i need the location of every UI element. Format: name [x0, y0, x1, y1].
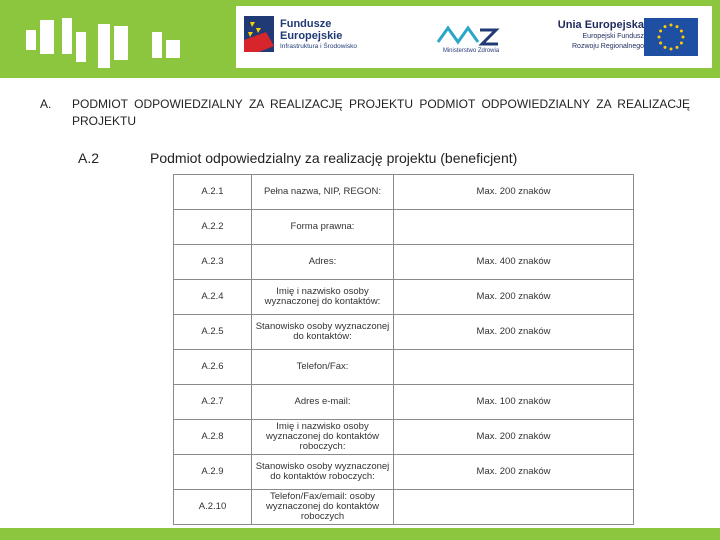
row-code: A.2.6 [174, 350, 252, 385]
ue-line3: Rozwoju Regionalnego [572, 43, 644, 50]
row-code: A.2.4 [174, 280, 252, 315]
row-code: A.2.7 [174, 385, 252, 420]
table-row [174, 350, 634, 385]
row-field-label: Telefon/Fax: [252, 350, 394, 385]
mz-caption: Ministerstwo Zdrowia [442, 48, 500, 54]
row-char-limit: Max. 200 znaków [394, 315, 634, 350]
fe-line3: Infrastruktura i Środowisko [280, 43, 357, 50]
row-code: A.2.1 [174, 175, 252, 210]
fe-line2: Europejskie [280, 30, 343, 42]
row-code: A.2.5 [174, 315, 252, 350]
header-bar [0, 0, 720, 78]
section-title: PODMIOT ODPOWIEDZIALNY ZA REALIZACJĘ PROJEKTU PODMIOT ODPOWIEDZIALNY ZA REALIZACJĘ PROJEKTU [72, 97, 690, 128]
row-char-limit: Max. 200 znaków [394, 420, 634, 455]
subsection-title: Podmiot odpowiedzialny za realizację projektu (beneficjent) [150, 150, 518, 166]
row-char-limit: Max. 400 znaków [394, 245, 634, 280]
table-row [174, 455, 634, 490]
row-field-label: Imię i nazwisko osoby wyznaczonej do kontaktów: [252, 280, 394, 315]
row-field-label: Telefon/Fax/email: osoby wyznaczonej do kontaktów roboczych [252, 490, 394, 525]
footer-bar [0, 528, 720, 540]
row-char-limit: Max. 200 znaków [394, 175, 634, 210]
fe-line1: Fundusze [280, 18, 332, 30]
row-char-limit: Max. 100 znaków [394, 385, 634, 420]
ue-line2: Europejski Fundusz [582, 33, 644, 40]
fundusze-europejskie-flag-icon [244, 16, 274, 58]
row-char-limit [394, 210, 634, 245]
table-row [174, 420, 634, 455]
unia-europejska-logo-text [534, 18, 644, 52]
table-row [174, 175, 634, 210]
table-row [174, 245, 634, 280]
row-field-label: Adres: [252, 245, 394, 280]
logo-banner [236, 6, 712, 68]
fundusze-europejskie-logo-text [280, 18, 430, 52]
row-char-limit: Max. 200 znaków [394, 455, 634, 490]
row-field-label: Pełna nazwa, NIP, REGON: [252, 175, 394, 210]
table-row [174, 385, 634, 420]
row-field-label: Stanowisko osoby wyznaczonej do kontaktów: [252, 315, 394, 350]
row-field-label: Forma prawna: [252, 210, 394, 245]
row-code: A.2.8 [174, 420, 252, 455]
section-number: A. [40, 97, 52, 111]
row-char-limit: Max. 200 znaków [394, 280, 634, 315]
beneficiary-form-table [173, 174, 634, 525]
row-field-label: Adres e-mail: [252, 385, 394, 420]
table-row [174, 280, 634, 315]
row-char-limit [394, 490, 634, 525]
row-code: A.2.9 [174, 455, 252, 490]
row-code: A.2.3 [174, 245, 252, 280]
row-code: A.2.10 [174, 490, 252, 525]
row-field-label: Imię i nazwisko osoby wyznaczonej do kontaktów roboczych: [252, 420, 394, 455]
table-row [174, 315, 634, 350]
row-field-label: Stanowisko osoby wyznaczonej do kontaktów roboczych: [252, 455, 394, 490]
subsection-number: A.2 [78, 150, 100, 166]
section-heading [40, 96, 690, 130]
eu-flag-icon [644, 18, 698, 56]
row-code: A.2.2 [174, 210, 252, 245]
row-char-limit [394, 350, 634, 385]
table-row [174, 490, 634, 525]
ue-line1: Unia Europejska [557, 19, 644, 31]
table-row [174, 210, 634, 245]
decorative-logo-blocks [18, 14, 188, 74]
